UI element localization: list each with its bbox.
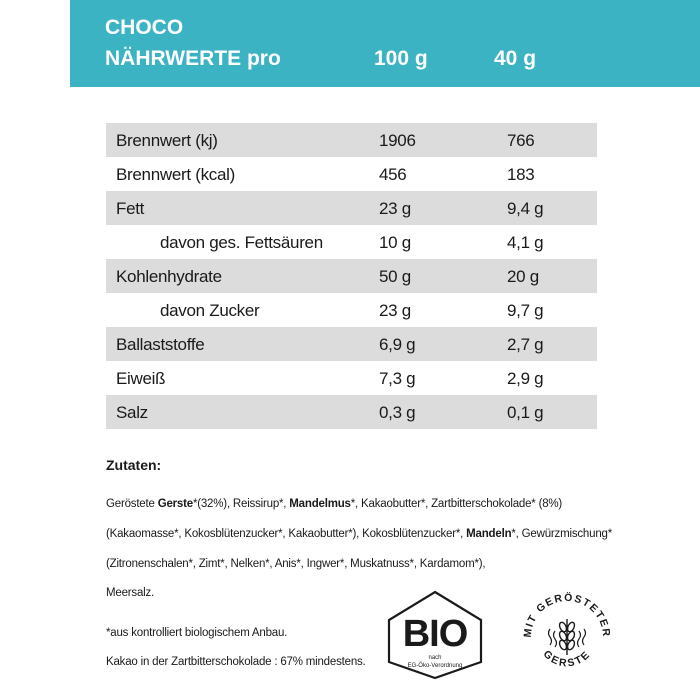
nutrition-row — [106, 157, 597, 191]
value-per-100g: 456 — [379, 165, 407, 184]
value-per-100g: 1906 — [379, 131, 416, 150]
ingredients-line-4: Meersalz. — [106, 587, 155, 599]
cocoa-footnote: Kakao in der Zartbitterschokolade : 67% mindestens. — [106, 656, 366, 668]
badge-top-text: MIT GERÖSTETER — [521, 591, 613, 639]
bio-seal-text: BIO — [402, 613, 468, 655]
ingredients-line-1: Geröstete Gerste*(32%), Reissirup*, Mandelmus*, Kakaobutter*, Zartbitterschokolade* (8%) — [106, 498, 563, 510]
value-per-100g: 7,3 g — [379, 369, 416, 388]
ingredients-line-2: (Kakaomasse*, Kokosblütenzucker*, Kakaobutter*), Kokosblütenzucker*, Mandeln*, Gewürzmischung* — [106, 528, 612, 540]
value-per-40g: 4,1 g — [507, 233, 544, 252]
value-per-40g: 183 — [507, 165, 535, 184]
nutrient-label: Eiweiß — [116, 369, 166, 388]
value-per-40g: 20 g — [507, 267, 539, 286]
nutrition-row — [106, 225, 597, 259]
value-per-100g: 10 g — [379, 233, 411, 252]
nutrient-label: Brennwert (kcal) — [116, 165, 235, 184]
value-per-100g: 23 g — [379, 199, 411, 218]
nutrition-row — [106, 259, 597, 293]
ingredients-line-3: (Zitronenschalen*, Zimt*, Nelken*, Anis*, Ingwer*, Muskatnuss*, Kardamom*), — [106, 558, 486, 570]
value-per-40g: 0,1 g — [507, 403, 544, 422]
nutrition-row — [106, 191, 597, 225]
nutrient-label: Fett — [116, 199, 145, 218]
nutrient-label: Brennwert (kj) — [116, 131, 218, 150]
nutrient-label: Salz — [116, 403, 148, 422]
nutrition-table — [106, 123, 597, 429]
column-header-100g: 100 g — [374, 47, 428, 70]
header-banner — [70, 0, 700, 87]
nutrition-row — [106, 327, 597, 361]
nutrition-row — [106, 361, 597, 395]
ingredients-title: Zutaten: — [106, 457, 162, 473]
nutrient-label: Ballaststoffe — [116, 335, 205, 354]
nutrition-row — [106, 395, 597, 429]
value-per-40g: 9,7 g — [507, 301, 544, 320]
organic-footnote: *aus kontrolliert biologischem Anbau. — [106, 627, 288, 639]
value-per-40g: 2,7 g — [507, 335, 544, 354]
bio-seal-sub2: EG-Öko-Verordnung — [407, 663, 463, 669]
value-per-40g: 9,4 g — [507, 199, 544, 218]
value-per-40g: 766 — [507, 131, 535, 150]
value-per-100g: 0,3 g — [379, 403, 416, 422]
nutrition-heading: NÄHRWERTE pro — [105, 47, 281, 70]
nutrient-label: davon ges. Fettsäuren — [160, 233, 323, 252]
nutrition-row — [106, 293, 597, 327]
nutrient-label: Kohlenhydrate — [116, 267, 222, 286]
value-per-100g: 50 g — [379, 267, 411, 286]
nutrient-label: davon Zucker — [160, 301, 260, 320]
value-per-100g: 23 g — [379, 301, 411, 320]
roasted-barley-badge — [517, 585, 617, 685]
value-per-100g: 6,9 g — [379, 335, 416, 354]
bio-seal-logo — [385, 590, 485, 680]
product-name: CHOCO — [105, 16, 184, 39]
column-header-40g: 40 g — [494, 47, 537, 70]
bio-seal-sub1: nach — [428, 655, 442, 661]
badge-bottom-text: GERSTE — [540, 648, 594, 670]
barley-ear-icon — [558, 619, 576, 655]
nutrition-row — [106, 123, 597, 157]
value-per-40g: 2,9 g — [507, 369, 544, 388]
